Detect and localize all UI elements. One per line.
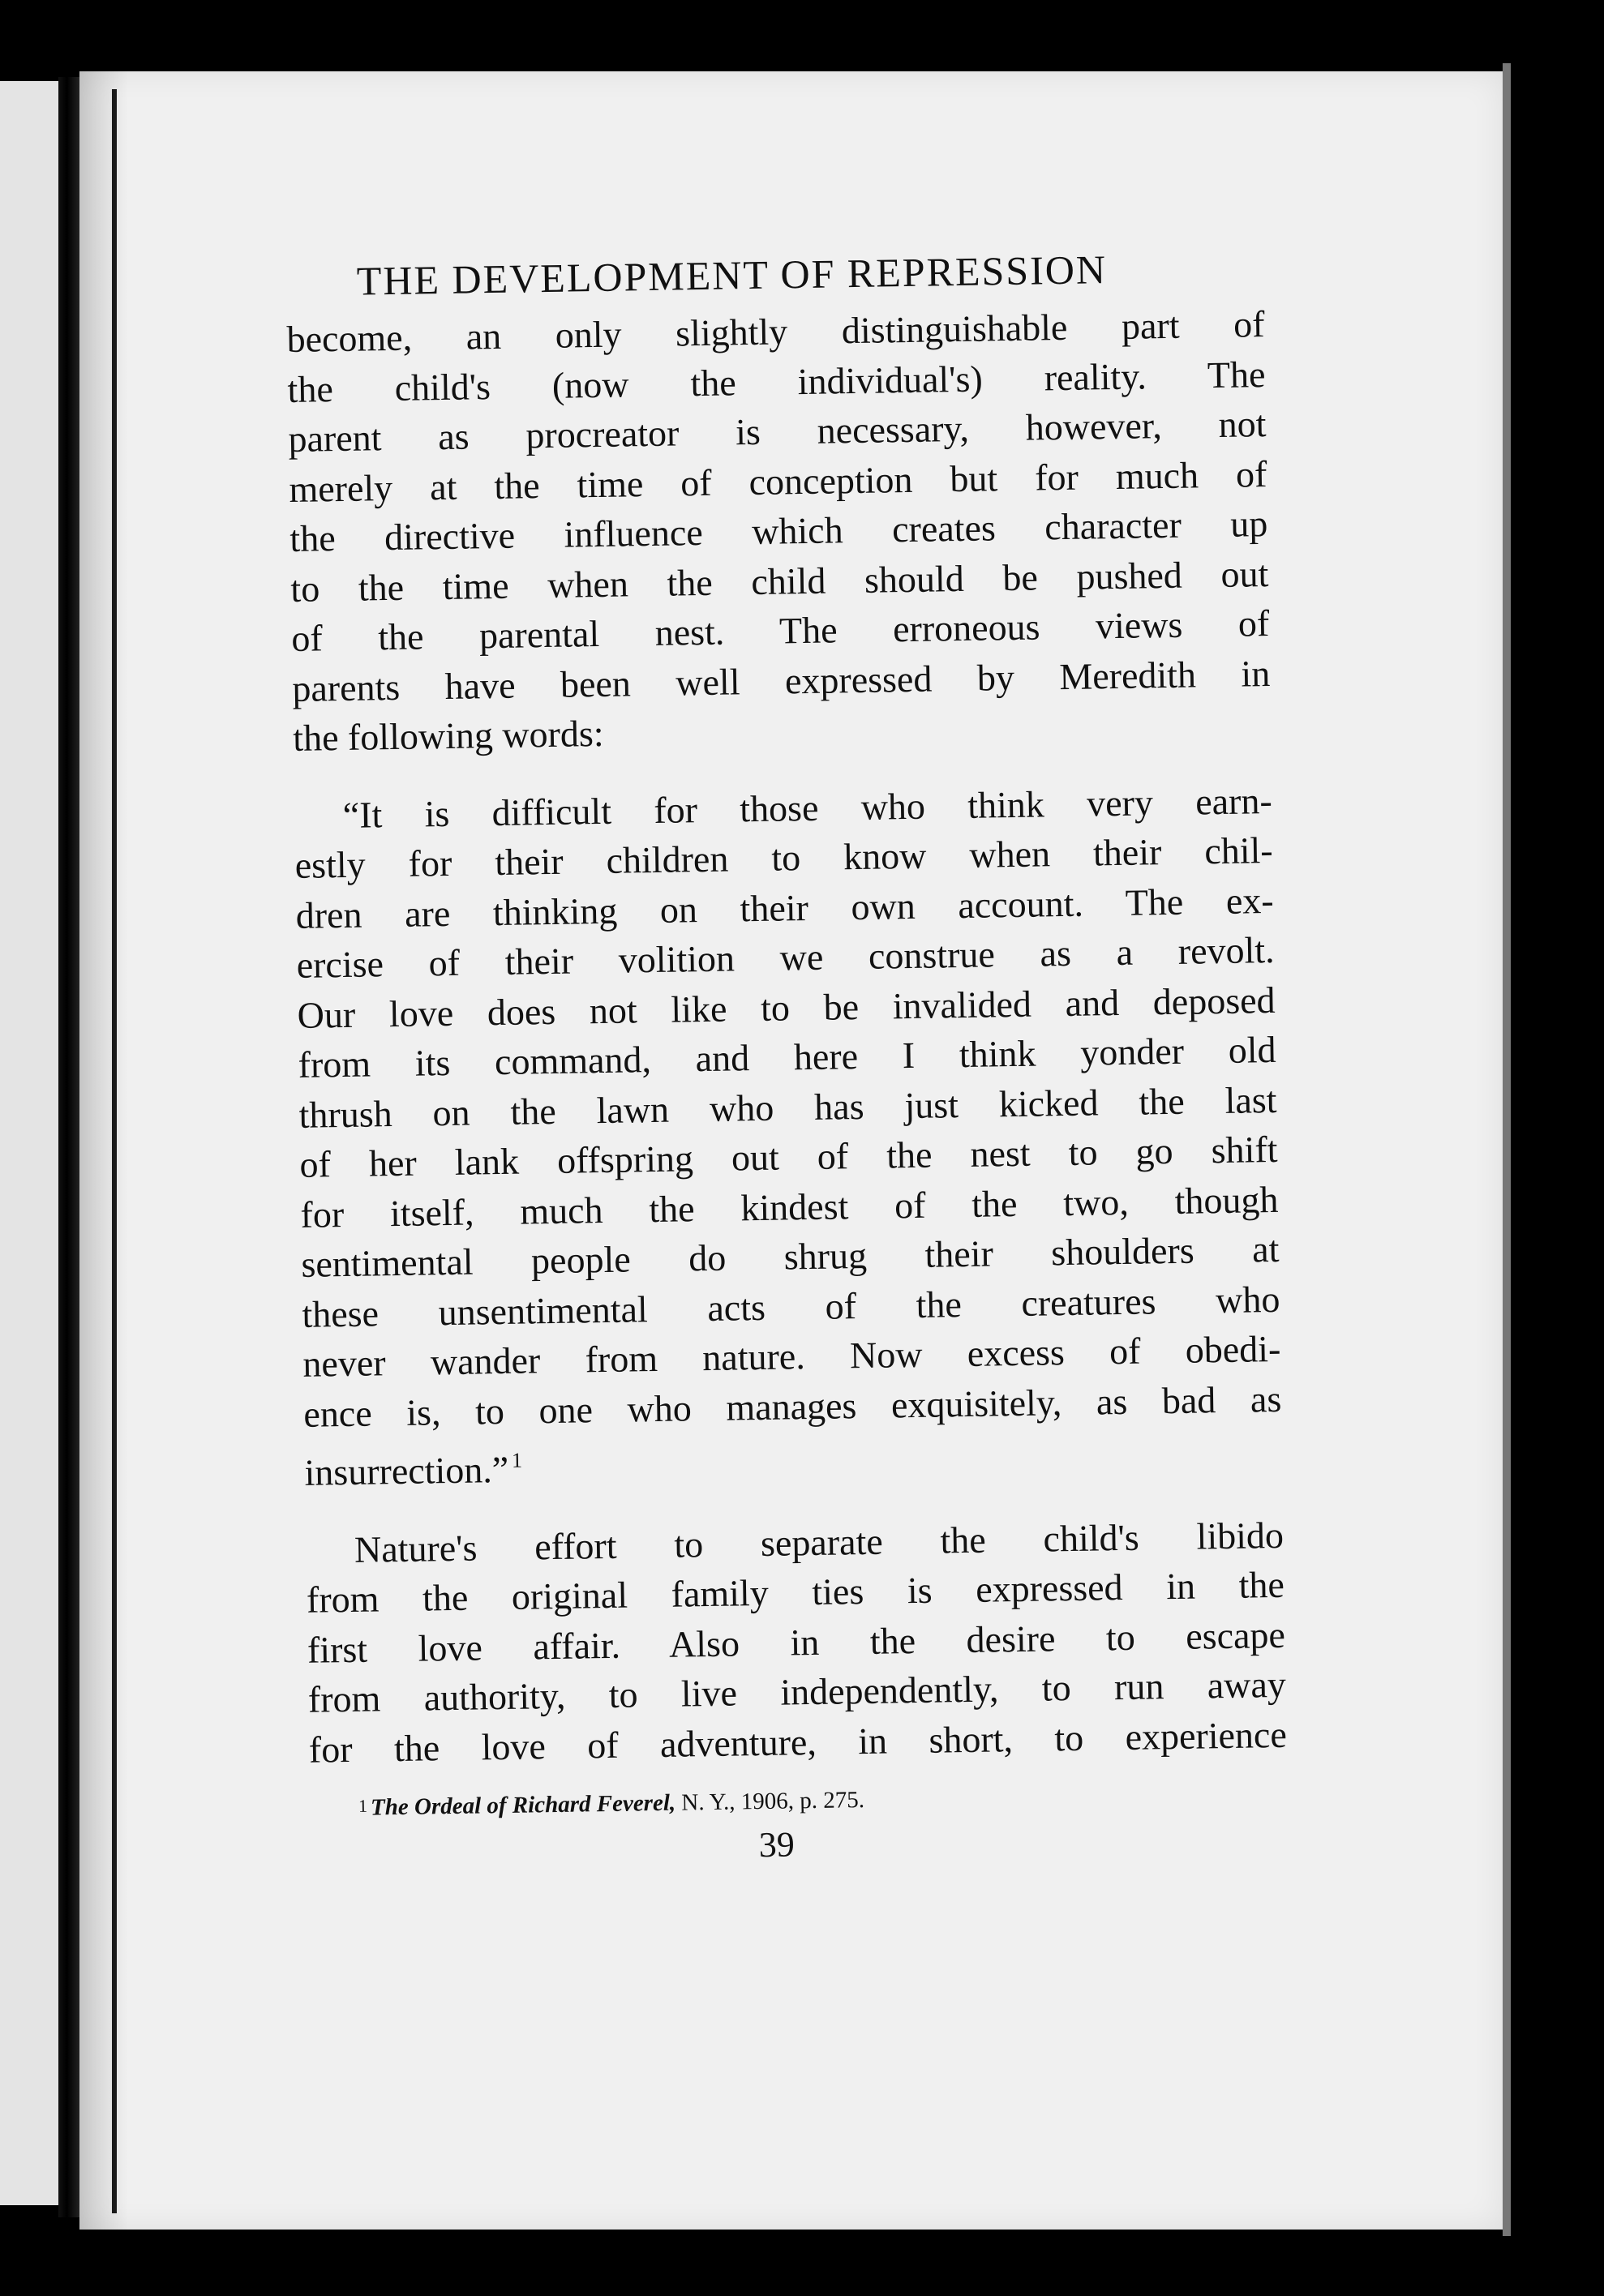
text-line: for the love of adventure, in short, to experience bbox=[308, 1713, 1288, 1771]
footnote-work-title: The Ordeal of Richard Feverel, bbox=[370, 1789, 676, 1821]
text-block bbox=[285, 242, 1289, 1873]
text-line: parent as procreator is necessary, however, not bbox=[288, 403, 1267, 460]
paragraph-1 bbox=[286, 299, 1272, 763]
facing-page-edge bbox=[0, 81, 58, 2205]
text-line: the following words: bbox=[292, 712, 604, 759]
paragraph-2 bbox=[306, 1510, 1288, 1774]
binding-gutter bbox=[58, 77, 79, 2217]
footnote-mark: 1 bbox=[358, 1795, 368, 1816]
gutter-shadow bbox=[79, 71, 128, 2230]
gutter-line bbox=[112, 89, 117, 2213]
text-line: from authority, to live independently, to run away bbox=[307, 1663, 1287, 1720]
running-head: THE DEVELOPMENT OF REPRESSION bbox=[356, 246, 1108, 304]
text-line: of the parental nest. The erroneous views of bbox=[290, 602, 1270, 659]
quote-line: Our love does not like to be invalided and deposed bbox=[297, 979, 1276, 1036]
quote-line: never wander from nature. Now excess of obedi- bbox=[302, 1327, 1281, 1385]
text-line: the directive influence which creates character up bbox=[289, 503, 1268, 559]
block-quotation bbox=[294, 775, 1283, 1497]
page-number: 39 bbox=[758, 1824, 796, 1866]
quote-line: from its command, and here I think yonder old bbox=[298, 1028, 1276, 1086]
text-line: Nature's effort to separate the child's libido bbox=[354, 1514, 1284, 1570]
text-line: to the time when the child should be pushed out bbox=[290, 552, 1269, 610]
quote-line: dren are thinking on their own account. The ex- bbox=[295, 879, 1274, 936]
page-right-edge bbox=[1503, 63, 1511, 2236]
quote-line: of her lank offspring out of the nest to go shift bbox=[299, 1128, 1278, 1185]
text-line: from the original family ties is expressed in the bbox=[306, 1563, 1285, 1621]
text-line: become, an only slightly distinguishable part of bbox=[286, 303, 1265, 360]
footnote-citation: N. Y., 1906, p. 275. bbox=[675, 1787, 865, 1816]
quote-line: “It is difficult for those who think very earn- bbox=[342, 779, 1273, 836]
text-line: merely at the time of conception but for much of bbox=[289, 452, 1267, 510]
footnote-reference: 1 bbox=[511, 1448, 523, 1472]
quote-line: sentimental people do shrug their shoulders at bbox=[301, 1227, 1280, 1285]
footnote bbox=[310, 1776, 1289, 1825]
quote-line: these unsentimental acts of the creatures who bbox=[302, 1278, 1280, 1335]
text-line: the child's (now the individual's) reality. The bbox=[287, 353, 1266, 410]
text-line: first love affair. Also in the desire to escape bbox=[307, 1613, 1286, 1671]
quote-line: for itself, much the kindest of the two, though bbox=[300, 1178, 1279, 1236]
quote-line: estly for their children to know when their chil- bbox=[294, 829, 1274, 886]
quote-line: thrush on the lawn who has just kicked the last bbox=[298, 1078, 1277, 1136]
quote-line: ence is, to one who manages exquisitely, as bad as bbox=[302, 1377, 1282, 1435]
text-line: parents have been well expressed by Meredith in bbox=[291, 652, 1271, 709]
quote-end-text: insurrection.” bbox=[304, 1448, 509, 1493]
quote-line: ercise of their volition we construe as a revolt. bbox=[296, 928, 1275, 986]
